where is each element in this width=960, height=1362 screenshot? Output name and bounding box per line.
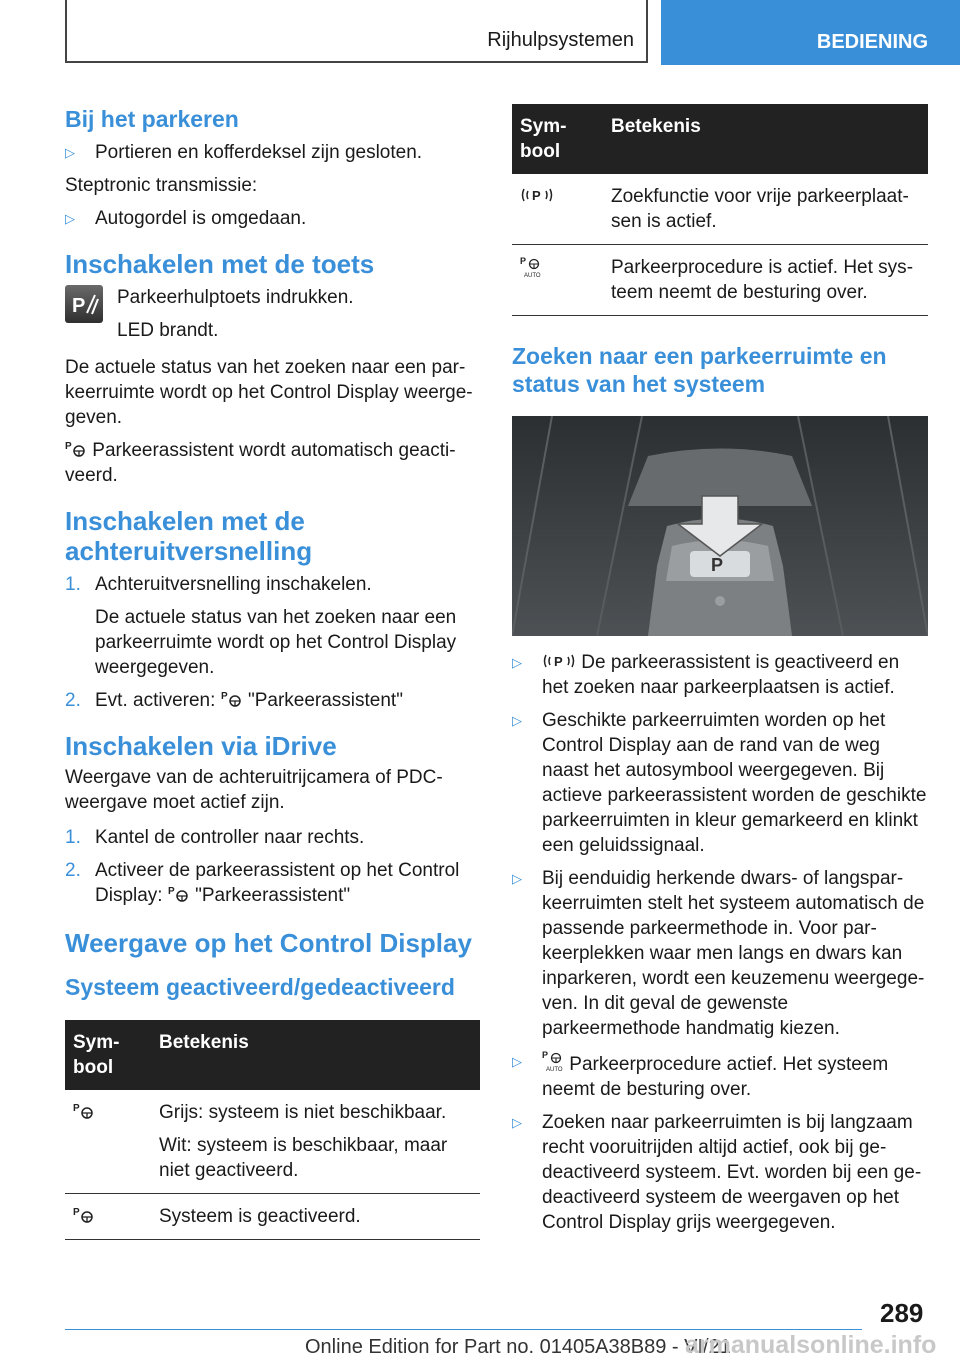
watermark: armanualsonline.info xyxy=(685,1331,937,1359)
idrive-paragraph: Weergave van de achteruitrijcamera of PDC-weergave moet actief zijn. xyxy=(65,767,443,813)
heading-weergave: Weergave op het Control Display xyxy=(65,928,472,958)
svg-text:AUTO: AUTO xyxy=(546,1067,563,1073)
key-instruction: P Parkeerhulptoets indrukken. LED brandt. xyxy=(65,285,480,343)
heading-systeem: Systeem geactiveerd/gedeactiveerd xyxy=(65,974,455,1000)
triangle-bullet-icon: ▷ xyxy=(512,713,522,728)
table-row: P Grijs: systeem is niet beschikbaar. Wit: systeem is beschikbaar, maar niet geactiveerd. xyxy=(65,1090,480,1194)
parking-display-image xyxy=(512,416,928,636)
parking-auto-icon xyxy=(542,1049,564,1073)
table-header-meaning: Betekenis xyxy=(603,104,928,174)
triangle-bullet-icon: ▷ xyxy=(65,211,75,226)
header-box xyxy=(65,0,648,63)
parking-assistant-icon xyxy=(168,884,190,904)
triangle-bullet-icon: ▷ xyxy=(512,655,522,670)
svg-text:P: P xyxy=(220,691,228,702)
svg-text:P: P xyxy=(73,1207,80,1218)
list-item: 1. Achteruitversnelling inschakelen. De actuele status van het zoeken naar een parkeerruimte wordt op het Control Display weergegeven. xyxy=(65,574,457,678)
table-header-symbol: Symbool xyxy=(65,1020,151,1090)
list-item: ▷ Autogordel is omgedaan. xyxy=(65,208,307,229)
triangle-bullet-icon: ▷ xyxy=(512,1115,522,1130)
svg-text:P: P xyxy=(520,256,527,266)
chapter-tab: BEDIENING xyxy=(661,0,960,65)
list-item: ▷ P De parkeerassistent is geactiveerd en het zoeken naar parkeerplaatsen is actief. xyxy=(512,652,900,698)
table-header-meaning: Betekenis xyxy=(151,1020,480,1090)
svg-text:P: P xyxy=(65,441,72,452)
list-item: 2. Activeer de parkeerassistent op het Control Display: P "Parkeerassistent" xyxy=(65,860,460,906)
triangle-bullet-icon: ▷ xyxy=(65,145,75,160)
heading-inschakelen-toets: Inschakelen met de toets xyxy=(65,249,375,279)
footer-edition: Online Edition for Part no. 01405A38B89 - VI/21 xyxy=(305,1336,731,1358)
footer-divider xyxy=(65,1329,862,1330)
svg-text:P: P xyxy=(711,555,724,575)
list-item: 2. Evt. activeren: P "Parkeerassistent" xyxy=(65,690,403,711)
heading-bij-het-parkeren: Bij het parkeren xyxy=(65,106,239,132)
svg-text:P: P xyxy=(542,1050,549,1060)
svg-text:P: P xyxy=(167,886,175,897)
svg-text:P: P xyxy=(554,654,563,669)
steptronic-label: Steptronic transmissie: xyxy=(65,175,258,196)
parking-assistant-icon xyxy=(73,1205,95,1225)
table-row: P Zoekfunctie voor vrije parkeerplaatsen is actief. xyxy=(512,174,928,245)
parking-assist-button-icon xyxy=(65,285,103,323)
triangle-bullet-icon: ▷ xyxy=(512,871,522,886)
parking-auto-icon xyxy=(520,255,542,279)
symbol-table-right xyxy=(512,104,928,316)
svg-text:P: P xyxy=(73,1103,80,1114)
parking-assistant-icon xyxy=(65,439,87,459)
svg-text:P: P xyxy=(72,295,86,317)
parking-search-icon xyxy=(542,651,576,671)
heading-zoeken: Zoeken naar een parkeerruimte en status van het systeem xyxy=(512,343,887,397)
list-item: ▷ Portieren en kofferdeksel zijn gesloten. xyxy=(65,142,423,163)
heading-inschakelen-idrive: Inschakelen via iDrive xyxy=(65,731,337,761)
symbol-table-left xyxy=(65,1020,480,1240)
section-title: Rijhulpsystemen xyxy=(487,29,634,51)
toets-paragraph: De actuele status van het zoeken naar een parkeerruimte wordt op het Control Display weergegeven. xyxy=(65,357,473,428)
triangle-bullet-icon: ▷ xyxy=(512,1054,522,1069)
parking-search-icon xyxy=(520,185,554,205)
list-item: ▷ Geschikte parkeerruimten worden op het Control Display aan de rand van de weg naast het autosymbool weergegeven. Bij actieve parkeerassistent worden de geschikte parkeerruimten in kleur gemarkeerd en klinkt een geluidssignaal. xyxy=(512,710,927,856)
list-item: ▷ Zoeken naar parkeerruimten is bij langzaam recht vooruitrijden altijd actief, ook bij gedeactiveerd systeem. Evt. worden bij een gedeactiveerd systeem de weergaven op het Control Display grijs weergegeven. xyxy=(512,1112,922,1233)
svg-text:P: P xyxy=(532,188,541,203)
list-item: ▷ P AUTO Parkeerprocedure actief. Het systeem neemt de besturing over. xyxy=(512,1050,889,1100)
heading-inschakelen-achteruit: Inschakelen met de achteruitversnelling xyxy=(65,506,313,566)
parking-assistant-icon xyxy=(221,689,243,709)
right-column xyxy=(512,104,928,1235)
list-item: ▷ Bij eenduidig herkende dwars- of langsparkeerruimten stelt het systeem automatisch de passende parkeermethode in. Voor parkeerplekken waar men langs en dwars kan inparkeren, wordt een keuzemenu weergegeven. In dit geval de gewenste parkeermethode handmatig kiezen. xyxy=(512,868,925,1039)
parking-assistant-icon xyxy=(73,1101,95,1121)
table-header-symbol: Symbool xyxy=(512,104,603,174)
toets-auto-paragraph: P Parkeerassistent wordt automatisch geactiveerd. xyxy=(65,440,456,486)
page-number: 289 xyxy=(880,1298,924,1328)
parking-display-illustration xyxy=(512,416,928,636)
table-row: P AUTO Parkeerprocedure is actief. Het systeem neemt de besturing over. xyxy=(512,245,928,316)
list-item: 1. Kantel de controller naar rechts. xyxy=(65,827,365,848)
svg-text:AUTO: AUTO xyxy=(524,273,541,279)
left-column xyxy=(65,104,480,1240)
table-row: P Systeem is geactiveerd. xyxy=(65,1194,480,1240)
